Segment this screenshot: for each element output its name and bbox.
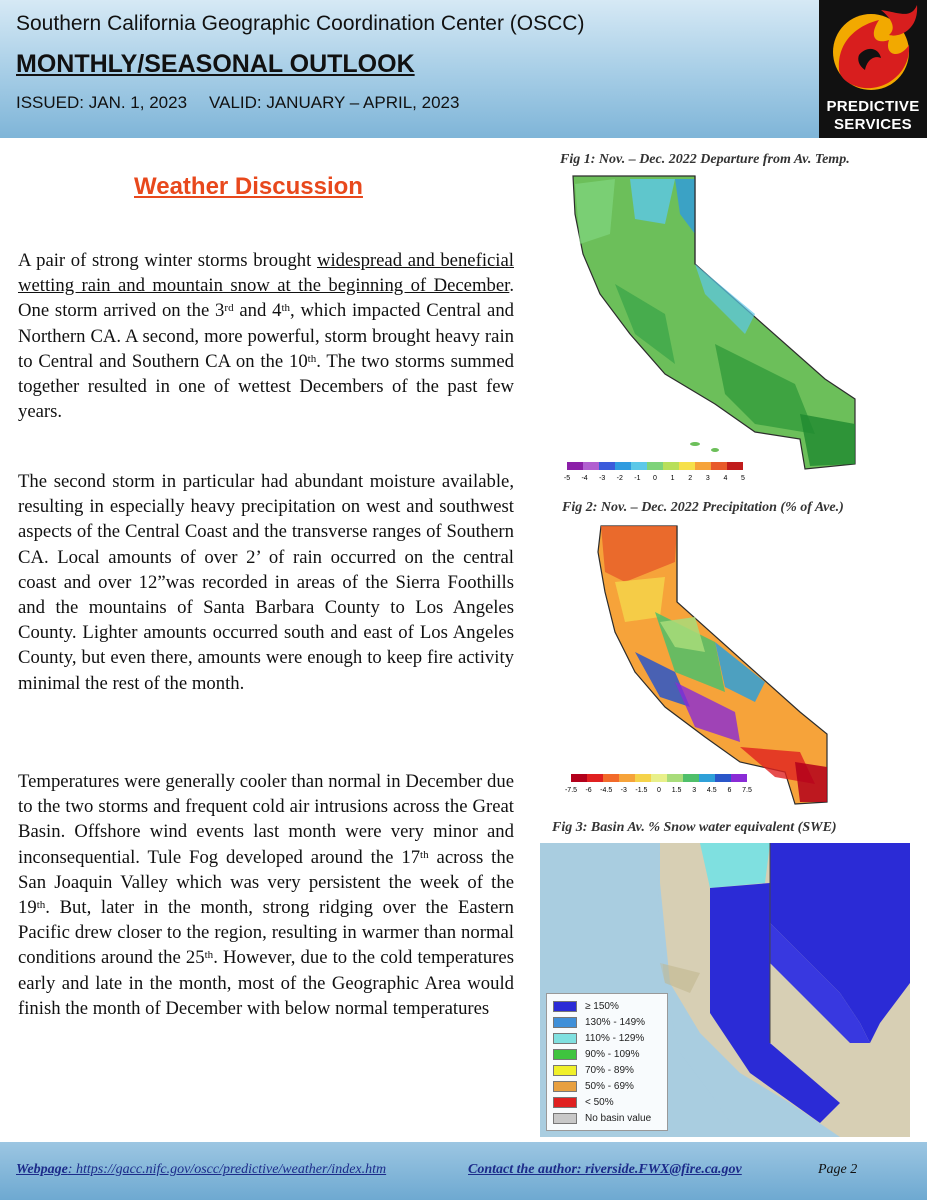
org-name: Southern California Geographic Coordination Center (OSCC): [16, 12, 585, 35]
fig1-scale-label: -5: [563, 475, 571, 482]
fig3-legend-item: [553, 1030, 661, 1046]
legend-label: ≥ 150%: [585, 1000, 619, 1012]
fig1-scale-swatch: [711, 462, 727, 470]
legend-label: < 50%: [585, 1096, 614, 1108]
fig1-scale-label: 0: [653, 475, 657, 482]
outlook-title: MONTHLY/SEASONAL OUTLOOK: [16, 50, 415, 78]
discussion-paragraph-1: A pair of strong winter storms brought widespread and beneficial wetting rain and mountain snow at the beginning of December. One storm arrived on the 3rd and 4th, which impacted Central and Northern CA. A second, more powerful, storm brought heavy rain to Central and Southern CA on the 10th. The two storms summed together resulted in one of wettest Decembers of the past few years.: [18, 250, 515, 423]
legend-label: 50% - 69%: [585, 1080, 634, 1092]
page-header: [0, 0, 927, 138]
fig1-scale-swatch: [631, 462, 647, 470]
legend-label: 70% - 89%: [585, 1064, 634, 1076]
page-footer: [0, 1142, 927, 1200]
legend-swatch: [553, 1049, 577, 1060]
fig1-scale-swatch: [599, 462, 615, 470]
fig2-scale-label: 7.5: [742, 787, 752, 794]
fig3-caption: Fig 3: Basin Av. % Snow water equivalent (SWE): [552, 820, 837, 835]
logo-text-line2: SERVICES: [834, 116, 912, 133]
issued-date: ISSUED: JAN. 1, 2023: [16, 93, 188, 112]
fig2-scale-swatch: [635, 774, 651, 782]
fig2-scale-label: 6: [727, 787, 732, 794]
legend-swatch: [553, 1017, 577, 1028]
fig1-scale-swatch: [663, 462, 679, 470]
fig2-scale-swatch: [571, 774, 587, 782]
fig1-scale-label: -2: [616, 475, 623, 482]
fig1-temperature-map: [555, 174, 880, 492]
fig1-scale-label: -1: [634, 475, 641, 482]
fig1-scale-swatch: [727, 462, 743, 470]
fig1-scale-swatch: [615, 462, 631, 470]
issue-valid-line: [16, 93, 459, 113]
discussion-paragraph-2: The second storm in particular had abundant moisture available, resulting in especially heavy precipitation on west and southwest aspects of the Central Coast and the transverse ranges of Southern CA. Local amounts of over 2’ of rain occurred on the central coast and over 12”was recorded in areas of the Sierra Foothills and the mountains of Santa Barbara County to Los Angeles County. Lighter amounts occurred south and east of Los Angeles County, but even there, amounts were enough to keep fire activity minimal the rest of the month.: [18, 471, 514, 694]
legend-label: No basin value: [585, 1112, 652, 1124]
legend-swatch: [553, 1097, 577, 1108]
fig3-legend: [546, 993, 668, 1131]
fig2-scale-swatch: [587, 774, 603, 782]
fig2-scale-label: -7.5: [564, 787, 578, 794]
webpage-link[interactable]: Webpage: https://gacc.nifc.gov/oscc/predictive/weather/index.htm: [16, 1162, 387, 1177]
fig3-legend-item: [553, 1094, 661, 1110]
fig1-scale-bar: [563, 460, 763, 490]
fig2-scale-label: -4.5: [600, 787, 613, 794]
fig2-scale-label: -6: [585, 787, 592, 794]
legend-label: 110% - 129%: [585, 1032, 645, 1044]
fig1-scale-label: -4: [581, 475, 588, 482]
fig1-scale-label: 5: [741, 475, 745, 482]
fig2-scale-bar: [564, 772, 767, 800]
legend-swatch: [553, 1113, 577, 1124]
fig2-scale-label: -1.5: [635, 787, 648, 794]
fig3-legend-item: [553, 1062, 661, 1078]
fig2-caption: Fig 2: Nov. – Dec. 2022 Precipitation (% of Ave.): [562, 500, 844, 515]
fig2-scale-label: 3: [692, 787, 697, 794]
fig3-legend-item: [553, 1014, 661, 1030]
fig2-scale-swatch: [667, 774, 683, 782]
fig1-scale-swatch: [695, 462, 711, 470]
legend-label: 90% - 109%: [585, 1048, 640, 1060]
fig3-swe-map: [540, 843, 910, 1137]
fig2-scale-swatch: [619, 774, 635, 782]
fig1-scale-swatch: [567, 462, 583, 470]
fig3-legend-item: [553, 1110, 661, 1126]
predictive-services-logo: [819, 0, 927, 138]
fig2-scale-swatch: [699, 774, 715, 782]
fig1-scale-swatch: [583, 462, 599, 470]
flame-icon: [819, 0, 927, 100]
fig2-scale-swatch: [731, 774, 747, 782]
fig2-scale-label: 0: [657, 787, 661, 794]
fig2-scale-swatch: [715, 774, 731, 782]
contact-author-link[interactable]: Contact the author: riverside.FWX@fire.ca.gov: [468, 1162, 742, 1177]
fig1-scale-label: 4: [723, 475, 728, 482]
legend-swatch: [553, 1001, 577, 1012]
fig2-scale-swatch: [651, 774, 667, 782]
legend-swatch: [553, 1033, 577, 1044]
fig2-scale-swatch: [603, 774, 619, 782]
fig1-scale-label: 2: [688, 475, 693, 482]
fig2-scale-label: 1.5: [671, 787, 682, 794]
fig3-legend-item: [553, 1046, 661, 1062]
fig2-scale-label: 4.5: [706, 787, 717, 794]
fig3-legend-item: [553, 1078, 661, 1094]
fig1-scale-swatch: [647, 462, 663, 470]
legend-swatch: [553, 1065, 577, 1076]
fig3-legend-item: [553, 998, 661, 1014]
discussion-paragraph-3: Temperatures were generally cooler than normal in December due to the two storms and frequent cold air intrusions across the Great Basin. Offshore wind events last month were very minor and inconsequential. Tule Fog developed around the 17th across the San Joaquin Valley which was very persistent the week of the 19th. But, later in the month, strong ridging over the Eastern Pacific drew closer to the region, resulting in warmer than normal conditions around the 25th. However, due to the cold temperatures early and late in the month, most of the Geographic Area would finish the month of December with below normal temperatures: [18, 771, 514, 1019]
discussion-title: Weather Discussion: [134, 173, 363, 200]
valid-period: VALID: JANUARY – APRIL, 2023: [209, 93, 460, 112]
fig1-caption: Fig 1: Nov. – Dec. 2022 Departure from Av. Temp.: [560, 152, 850, 167]
legend-swatch: [553, 1081, 577, 1092]
fig1-scale-label: 3: [705, 475, 710, 482]
legend-label: 130% - 149%: [585, 1016, 646, 1028]
page-number: Page 2: [818, 1162, 858, 1177]
fig2-precipitation-map: [565, 522, 890, 810]
fig1-scale-label: 1: [670, 475, 675, 482]
fig1-scale-label: -3: [599, 475, 606, 482]
logo-text-line1: PREDICTIVE: [826, 98, 920, 115]
fig2-scale-swatch: [683, 774, 699, 782]
fig1-scale-swatch: [679, 462, 695, 470]
fig2-scale-label: -3: [620, 787, 627, 794]
